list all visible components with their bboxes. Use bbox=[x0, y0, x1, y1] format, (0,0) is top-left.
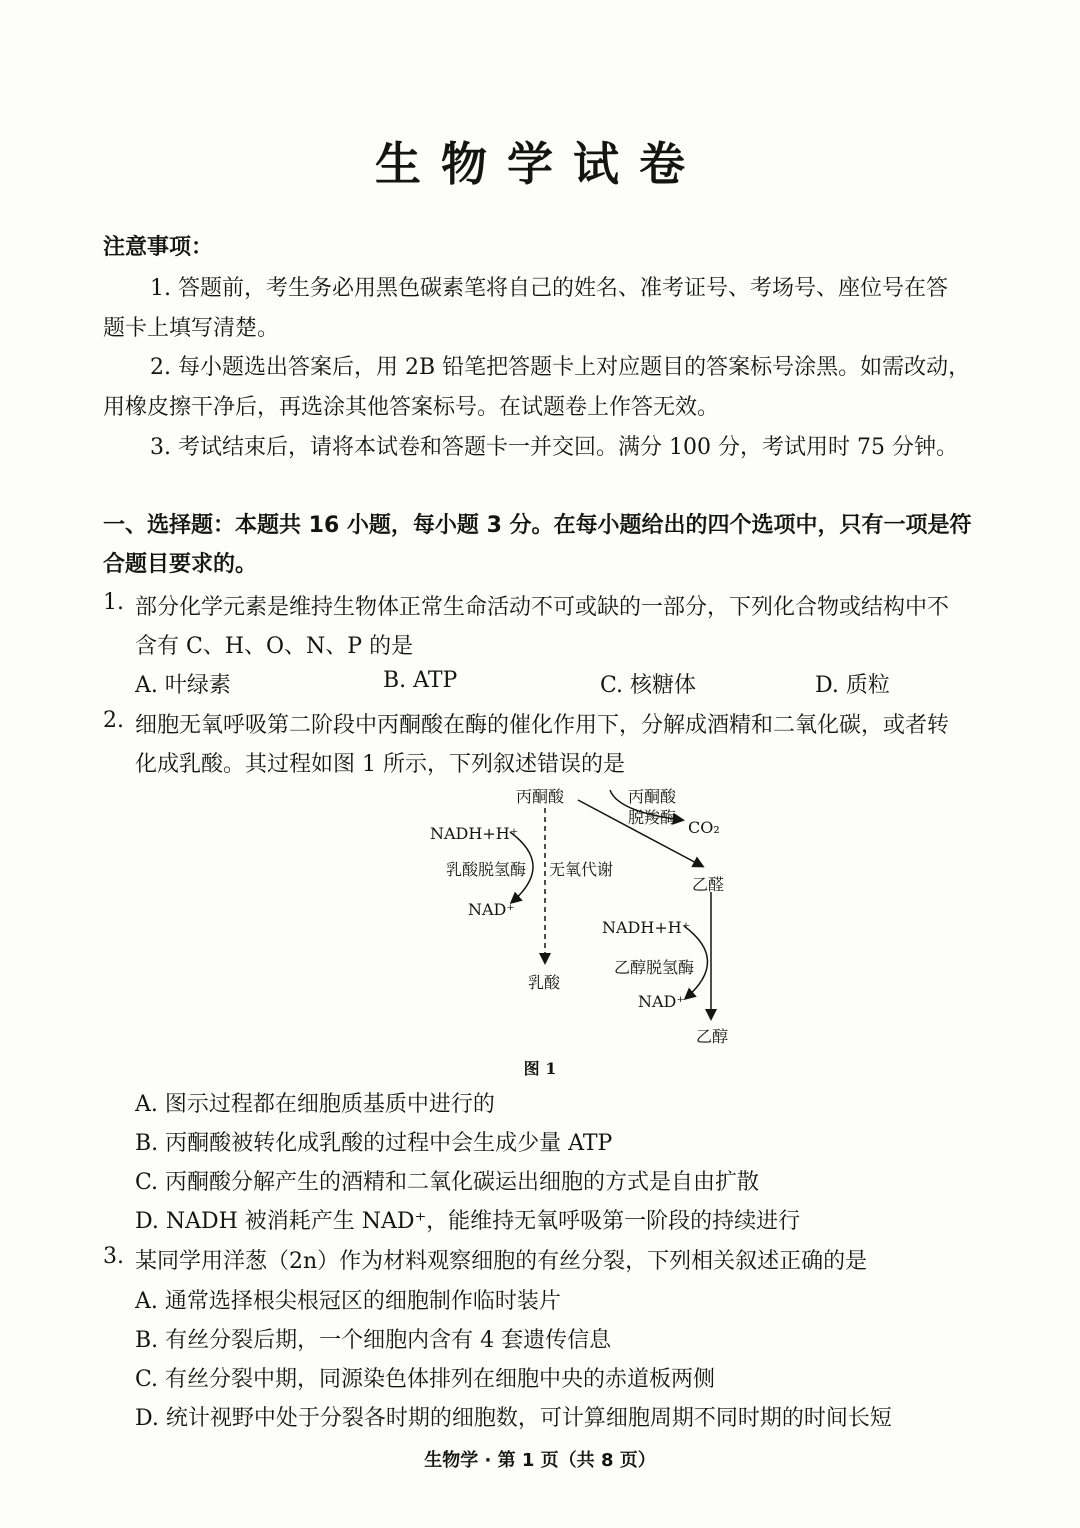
notice-line: 2. 每小题选出答案后，用 2B 铅笔把答题卡上对应题目的答案标号涂黑。如需改动， bbox=[150, 355, 971, 380]
question-number: 3. bbox=[103, 1244, 124, 1269]
question-number: 1. bbox=[103, 590, 124, 615]
answer-option: B. 丙酮酸被转化成乳酸的过程中会生成少量 ATP bbox=[135, 1131, 613, 1156]
answer-option: A. 图示过程都在细胞质基质中进行的 bbox=[135, 1092, 495, 1117]
label-nadh-right: NADH+H⁺ bbox=[602, 918, 691, 937]
question-text: 细胞无氧呼吸第二阶段中丙酮酸在酶的催化作用下，分解成酒精和二氧化碳，或者转 bbox=[135, 713, 950, 738]
label-adh: 乙醇脱氢酶 bbox=[614, 958, 695, 977]
answer-option: A. 通常选择根尖根冠区的细胞制作临时装片 bbox=[135, 1289, 561, 1314]
label-nad-right: NAD⁺ bbox=[638, 992, 685, 1011]
label-lactate: 乳酸 bbox=[528, 973, 561, 992]
question-text: 部分化学元素是维持生物体正常生命活动不可或缺的一部分，下列化合物或结构中不 bbox=[135, 595, 950, 620]
page-title: 生物学试卷 bbox=[375, 137, 705, 191]
label-ldh: 乳酸脱氢酶 bbox=[446, 860, 527, 879]
figure-caption: 图 1 bbox=[523, 1059, 557, 1078]
label-pdc: 丙酮酸 bbox=[628, 787, 677, 806]
answer-option: C. 有丝分裂中期，同源染色体排列在细胞中央的赤道板两侧 bbox=[135, 1367, 716, 1392]
notice-heading: 注意事项： bbox=[103, 235, 214, 260]
label-ethanol: 乙醇 bbox=[696, 1027, 729, 1046]
section-heading: 合题目要求的。 bbox=[103, 552, 258, 577]
answer-option: C. 丙酮酸分解产生的酒精和二氧化碳运出细胞的方式是自由扩散 bbox=[135, 1170, 760, 1195]
notice-line: 题卡上填写清楚。 bbox=[103, 316, 280, 341]
fermentation-diagram bbox=[400, 780, 760, 1070]
label-anaerobic: 无氧代谢 bbox=[549, 860, 614, 879]
answer-option: D. 质粒 bbox=[815, 673, 890, 698]
label-nadh-left: NADH+H⁺ bbox=[430, 824, 519, 843]
answer-option: C. 核糖体 bbox=[600, 673, 697, 698]
page-footer: 生物学 · 第 1 页（共 8 页） bbox=[424, 1450, 656, 1471]
label-pdc: 脱羧酶 bbox=[628, 808, 677, 827]
answer-option: D. NADH 被消耗产生 NAD⁺，能维持无氧呼吸第一阶段的持续进行 bbox=[135, 1209, 801, 1234]
question-text: 化成乳酸。其过程如图 1 所示，下列叙述错误的是 bbox=[135, 752, 625, 777]
answer-option: B. ATP bbox=[383, 668, 458, 693]
answer-option: A. 叶绿素 bbox=[135, 673, 231, 698]
label-pyruvate: 丙酮酸 bbox=[516, 787, 565, 806]
notice-line: 1. 答题前，考生务必用黑色碳素笔将自己的姓名、准考证号、考场号、座位号在答 bbox=[150, 276, 948, 301]
label-nad-left: NAD⁺ bbox=[468, 900, 515, 919]
section-heading: 一、选择题：本题共 16 小题，每小题 3 分。在每小题给出的四个选项中，只有一项是符 bbox=[103, 513, 972, 538]
answer-option: D. 统计视野中处于分裂各时期的细胞数，可计算细胞周期不同时期的时间长短 bbox=[135, 1406, 892, 1431]
label-co2: CO₂ bbox=[688, 818, 720, 837]
question-text: 某同学用洋葱（2n）作为材料观察细胞的有丝分裂，下列相关叙述正确的是 bbox=[135, 1249, 868, 1274]
notice-line: 用橡皮擦干净后，再选涂其他答案标号。在试题卷上作答无效。 bbox=[103, 395, 720, 420]
answer-option: B. 有丝分裂后期，一个细胞内含有 4 套遗传信息 bbox=[135, 1328, 612, 1353]
question-number: 2. bbox=[103, 708, 124, 733]
label-acetaldehyde: 乙醛 bbox=[692, 875, 725, 894]
question-text: 含有 C、H、O、N、P 的是 bbox=[135, 634, 414, 659]
notice-line: 3. 考试结束后，请将本试卷和答题卡一并交回。满分 100 分，考试用时 75 分钟。 bbox=[150, 435, 958, 460]
